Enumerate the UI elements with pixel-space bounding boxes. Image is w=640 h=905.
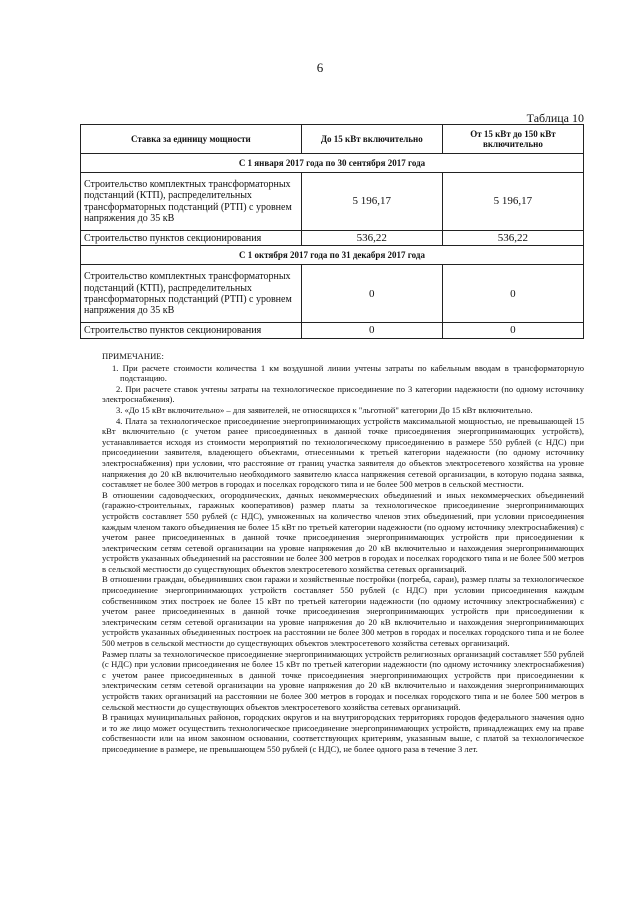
row-value-up-to-15kw: 536,22 xyxy=(301,231,442,246)
table-row xyxy=(81,265,584,323)
row-value-15-to-150kw: 0 xyxy=(442,323,583,338)
row-name: Строительство комплектных трансформаторных подстанций (КТП), распределительных трансформаторных подстанций (РТП) с уровнем напряжения до 35 кВ xyxy=(81,265,302,323)
note-item: В отношении садоводческих, огороднических, дачных некоммерческих объединений и иных некоммерческих объединений (гаражно-строительных, гаражных кооперативов) размер платы за технологическое присоединение энергопринимающих устройств составляет 550 рублей (с НДС), умноженных на количество членов этих объединений, при условии присоединения каждым членом такого объединения не более 15 кВт по третьей категории надежности (по одному источнику электроснабжения) с учетом ранее присоединенных в данной точке присоединения энергопринимающих устройств при присоединении к электрическим сетям сетевой организации на уровне напряжения до 20 кВ включительно и нахождения энергопринимающих устройств указанных объединений на расстоянии не более 300 метров в городах и поселках городского типа и не более 500 метров в сельской местности до существующих объектов электросетевого хозяйства сетевых организаций. xyxy=(102,489,584,574)
row-value-up-to-15kw: 0 xyxy=(301,323,442,338)
header-up-to-15kw: До 15 кВт включительно xyxy=(301,125,442,154)
page-number: 6 xyxy=(316,60,324,75)
row-name: Строительство комплектных трансформаторных подстанций (КТП), распределительных трансформаторных подстанций (РТП) с уровнем напряжения до 35 кВ xyxy=(81,173,302,231)
row-name: Строительство пунктов секционирования xyxy=(81,231,302,246)
row-value-15-to-150kw: 0 xyxy=(442,265,583,323)
header-rate-per-unit: Ставка за единицу мощности xyxy=(81,125,302,154)
row-name: Строительство пунктов секционирования xyxy=(81,323,302,338)
note-item: 1. При расчете стоимости количества 1 км воздушной линии учтены затраты по кабельным вводам в трансформаторную подстанцию. xyxy=(112,362,584,384)
note-item: 4. Плата за технологическое присоединение энергопринимающих устройств максимальной мощностью, не превышающей 15 кВт включительно (с учетом ранее присоединенных в данной точке присоединения энергопринимающих устройств), устанавливается исходя из стоимости мероприятий по технологическому присоединению в размере 550 рублей (с НДС) при присоединении заявителя, владеющего объектами, отнесенными к третьей категории надежности (по одному источнику электроснабжения) при условии, что расстояние от границ участка заявителя до объектов электросетевого хозяйства на уровне напряжения до 20 кВ включительно необходимого заявителю класса напряжения сетевой организации, в которую подана заявка, составляет не более 300 метров в городах и поселках городского типа и не более 500 метров в сельской местности. xyxy=(102,415,584,490)
row-value-15-to-150kw: 536,22 xyxy=(442,231,583,246)
period-row xyxy=(81,154,584,173)
table-row xyxy=(81,231,584,246)
rates-table xyxy=(80,124,584,339)
period-title: С 1 октября 2017 года по 31 декабря 2017 года xyxy=(81,246,584,265)
note-item: 2. При расчете ставок учтены затраты на технологическое присоединение по 3 категории надежности (по одному источнику электроснабжения). xyxy=(102,383,584,405)
row-value-up-to-15kw: 0 xyxy=(301,265,442,323)
row-value-up-to-15kw: 5 196,17 xyxy=(301,173,442,231)
table-header-row xyxy=(81,125,584,154)
notes-heading: ПРИМЕЧАНИЕ: xyxy=(102,351,164,361)
table-caption: Таблица 10 xyxy=(526,111,584,125)
row-value-15-to-150kw: 5 196,17 xyxy=(442,173,583,231)
note-item: Размер платы за технологическое присоединение энергопринимающих устройств религиозных организаций составляет 550 рублей (с НДС) при условии присоединения не более 15 кВт по третьей категории надежности (по одному источнику электроснабжения) с учетом ранее присоединенных в данной точке присоединения энергопринимающих устройств при присоединении к электрическим сетям сетевой организации на уровне напряжения до 20 кВ включительно и нахождения энергопринимающих устройств таких организаций на расстоянии не более 300 метров в городах и поселках городского типа и не более 500 метров в сельской местности до существующих объектов электросетевого хозяйства сетевых организаций. xyxy=(102,648,584,712)
note-item: В границах муниципальных районов, городских округов и на внутригородских территориях городов федерального значения одно и то же лицо может осуществить технологическое присоединение энергопринимающих устройств, принадлежащих ему на праве собственности или на ином законном основании, соответствующих критериям, указанным выше, с платой за технологическое присоединение в размере, не превышающем 550 рублей (с НДС), не более одного раза в течение 3 лет. xyxy=(102,712,584,754)
table-row xyxy=(81,173,584,231)
period-row xyxy=(81,246,584,265)
header-15-to-150kw: От 15 кВт до 150 кВт включительно xyxy=(442,125,583,154)
note-item: 3. «До 15 кВт включительно» – для заявителей, не относящихся к "льготной" категории До 15 кВт включительно. xyxy=(116,404,533,415)
notes-section xyxy=(102,351,584,755)
period-title: С 1 января 2017 года по 30 сентября 2017 года xyxy=(81,154,584,173)
table-row xyxy=(81,323,584,338)
note-item: В отношении граждан, объединивших свои гаражи и хозяйственные постройки (погреба, сараи), размер платы за технологическое присоединение энергопринимающих устройств составляет 550 рублей (с НДС) при условии присоединения каждым собственником этих построек не более 15 кВт по третьей категории надежности (по одному источнику электроснабжения) с учетом ранее присоединенных в данной точке присоединения энергопринимающих устройств при присоединении к электрическим сетям сетевой организации на уровне напряжения до 20 кВ включительно и нахождения энергопринимающих устройств указанных объединенных построек на расстоянии не более 300 метров в городах и поселках городского типа и не более 500 метров в сельской местности до существующих объектов электросетевого хозяйства сетевых организаций. xyxy=(102,574,584,649)
